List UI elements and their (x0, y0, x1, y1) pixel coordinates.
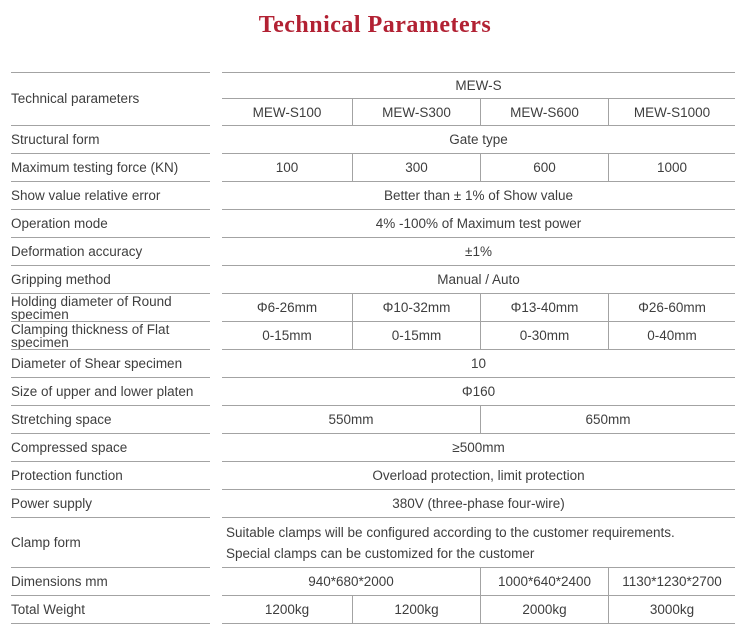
table-row (11, 126, 735, 154)
row-value: 1000 (608, 154, 735, 182)
row-label: Clamp form (11, 518, 210, 568)
table-header-row (11, 72, 735, 126)
row-value: 300 (352, 154, 480, 182)
row-value: 650mm (480, 406, 735, 434)
row-value: 4% -100% of Maximum test power (222, 210, 735, 238)
row-label: Stretching space (11, 406, 210, 434)
row-value: 1130*1230*2700 (608, 568, 735, 596)
row-label: Size of upper and lower platen (11, 378, 210, 406)
row-value: 550mm (222, 406, 480, 434)
model-name: MEW-S600 (480, 99, 608, 126)
row-value: 380V (three-phase four-wire) (222, 490, 735, 518)
row-label: Compressed space (11, 434, 210, 462)
series-name: MEW-S (222, 72, 735, 99)
row-value: 600 (480, 154, 608, 182)
row-value: 0-40mm (608, 322, 735, 350)
row-value: Φ13-40mm (480, 294, 608, 322)
row-value: 1000*640*2400 (480, 568, 608, 596)
page-title: Technical Parameters (258, 12, 492, 38)
row-label: Protection function (11, 462, 210, 490)
row-value: Φ10-32mm (352, 294, 480, 322)
table-row (11, 406, 735, 434)
table-row (11, 596, 735, 624)
table-row (11, 518, 735, 568)
row-value: 0-15mm (352, 322, 480, 350)
clamp-form-line: Suitable clamps will be configured according to the customer requirements. (226, 524, 675, 540)
table-row (11, 462, 735, 490)
table-row (11, 154, 735, 182)
row-value: Φ6-26mm (222, 294, 352, 322)
row-label: Structural form (11, 126, 210, 154)
row-value: Better than ± 1% of Show value (222, 182, 735, 210)
row-label: Show value relative error (11, 182, 210, 210)
table-row (11, 490, 735, 518)
table-row (11, 568, 735, 596)
row-value: 10 (222, 350, 735, 378)
row-label: Maximum testing force (KN) (11, 154, 210, 182)
table-row (11, 210, 735, 238)
row-value: ±1% (222, 238, 735, 266)
row-label: Power supply (11, 490, 210, 518)
row-value: Gate type (222, 126, 735, 154)
row-label: Holding diameter of Round specimen (11, 294, 210, 322)
row-value: Overload protection, limit protection (222, 462, 735, 490)
table-row (11, 182, 735, 210)
row-value: 1200kg (352, 596, 480, 624)
model-name: MEW-S1000 (608, 99, 735, 126)
row-value: ≥500mm (222, 434, 735, 462)
row-value: Φ26-60mm (608, 294, 735, 322)
row-label: Deformation accuracy (11, 238, 210, 266)
row-value: 2000kg (480, 596, 608, 624)
row-value: 0-15mm (222, 322, 352, 350)
table-row (11, 378, 735, 406)
table-row (11, 322, 735, 350)
row-value: 100 (222, 154, 352, 182)
row-value (222, 518, 735, 568)
row-value: 3000kg (608, 596, 735, 624)
row-label: Dimensions mm (11, 568, 210, 596)
model-name: MEW-S300 (352, 99, 480, 126)
row-label: Diameter of Shear specimen (11, 350, 210, 378)
row-label: Clamping thickness of Flat specimen (11, 322, 210, 350)
row-value: Φ160 (222, 378, 735, 406)
table-row (11, 266, 735, 294)
row-value: 940*680*2000 (222, 568, 480, 596)
header-label: Technical parameters (11, 72, 210, 126)
row-value: 1200kg (222, 596, 352, 624)
row-label: Gripping method (11, 266, 210, 294)
table-row (11, 294, 735, 322)
technical-parameters-table (11, 72, 735, 624)
row-value: 0-30mm (480, 322, 608, 350)
table-row (11, 434, 735, 462)
row-label: Operation mode (11, 210, 210, 238)
table-row (11, 238, 735, 266)
clamp-form-line: Special clamps can be customized for the customer (226, 545, 535, 561)
row-label: Total Weight (11, 596, 210, 624)
row-value: Manual / Auto (222, 266, 735, 294)
model-name: MEW-S100 (222, 99, 352, 126)
table-row (11, 350, 735, 378)
